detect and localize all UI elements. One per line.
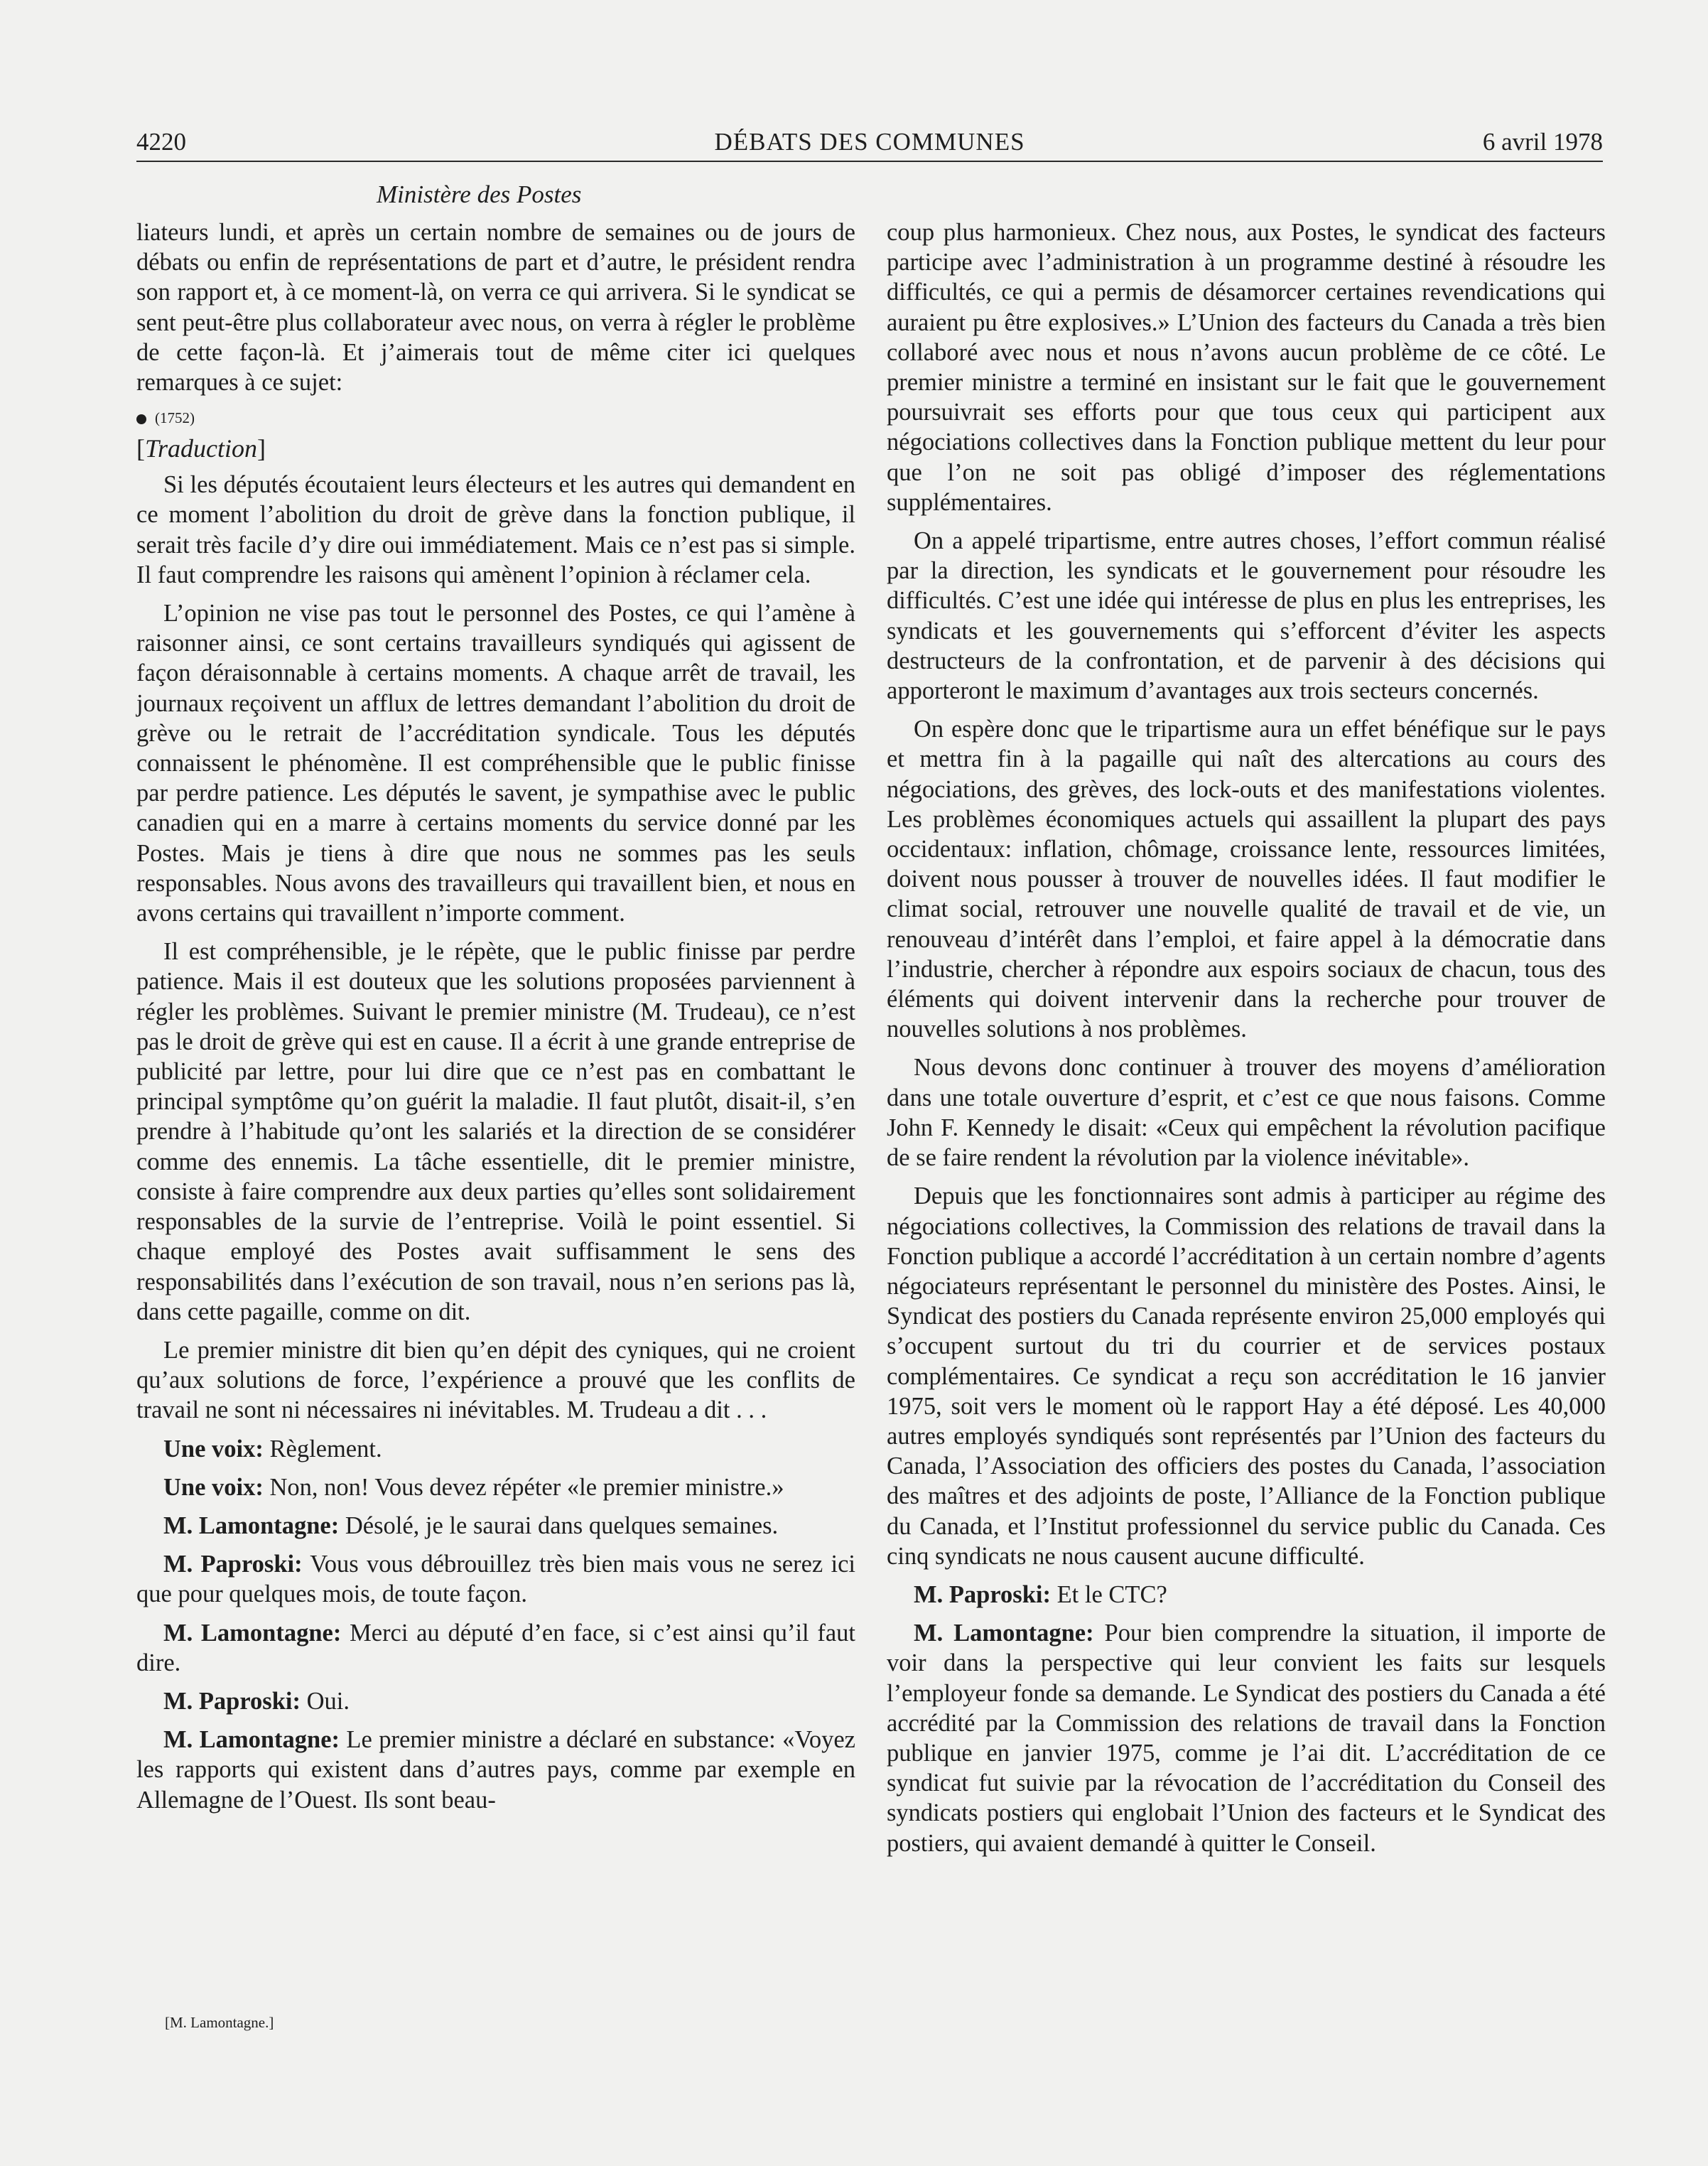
paragraph: Depuis que les fonctionnaires sont admis à participer au régime des négociations collectives, la Commission des relations de travail dans la Fonction publique a accordé l’accréditation à un certain nombre d’agents négociateurs représentant le personnel du ministère des Postes. Ainsi, le Syndicat des postiers du Canada représente environ 25,000 employés qui s’occupent surtout du tri du courrier et de services postaux complémentaires. Ce syndicat a reçu son accréditation le 16 janvier 1975, soit vers le moment où le rapport Hay a été déposé. Les 40,000 autres employés syndiqués sont représentés par l’Union des facteurs du Canada, l’Association des officiers des postes du Canada, l’association des maîtres et des adjoints de poste, l’Alliance de la Fonction publique du Canada, et l’Institut professionnel du service public du Canada. Ces cinq syndicats ne nous causent aucune difficulté.: [887, 1182, 1606, 1570]
intervention-text: Oui.: [306, 1687, 350, 1715]
time-marker: [136, 406, 855, 430]
bullet-icon: [136, 414, 146, 424]
paragraph: On espère donc que le tripartisme aura un effet bénéfique sur le pays et mettra fin à la pagaille qui naît des altercations au cours des négociations, des grèves, des lock-outs et des manifestations violentes. Les problèmes économiques actuels qui assaillent la plupart des pays occidentaux: inflation, chômage, croissance lente, ressources limitées, doivent nous pousser à trouver de nouvelles idées. Il faut modifier le climat social, retrouver une nouvelle qualité de travail et de vie, un renouveau d’intérêt dans l’emploi, et faire appel à la démocratie dans l’industrie, chercher à répondre aux espoirs sociaux de chacun, tous des éléments qui doivent intervenir dans la recherche pour trouver de nouvelles solutions à nos problèmes.: [887, 716, 1606, 1043]
intervention-text: Règlement.: [269, 1435, 382, 1462]
sitting-date: 6 avril 1978: [1482, 128, 1603, 156]
publication-title: DÉBATS DES COMMUNES: [714, 128, 1025, 156]
intervention-text: Désolé, je le saurai dans quelques semaines.: [345, 1512, 779, 1539]
section-heading: Ministère des Postes: [377, 180, 582, 208]
paragraph: Si les députés écoutaient leurs électeurs et les autres qui demandent en ce moment l’abolition du droit de grève dans la fonction publique, il serait très facile d’y dire oui immédiatement. Mais ce n’est pas si simple. Il faut comprendre les raisons qui amènent l’opinion à réclamer cela.: [136, 471, 855, 588]
intervention: [136, 1618, 855, 1678]
speaker-name: M. Paproski:: [163, 1551, 303, 1578]
intervention: [136, 1686, 855, 1716]
right-column: [887, 217, 1606, 1867]
speaker-name: M. Lamontagne:: [163, 1512, 340, 1539]
intervention-text: Pour bien comprendre la situation, il importe de voir dans la perspective qui leur convient les faits sur lesquels l’employeur fonde sa demande. Le Syndicat des postiers du Canada a été accrédité par la Commission des relations de travail dans la Fonction publique en janvier 1975, comme je l’ai dit. L’accréditation de ce syndicat fut suivie par la révocation de l’accréditation du Conseil des syndicats postiers qui englobait l’Union des facteurs et le Syndicat des postiers, qui avaient demandé à quitter le Conseil.: [887, 1620, 1606, 1857]
time-marker-text: (1752): [155, 409, 195, 427]
intervention-text: Vous vous débrouillez très bien mais vous ne serez ici que pour quelques mois, de toute façon.: [136, 1551, 855, 1608]
speaker-name: M. Lamontagne:: [163, 1726, 340, 1754]
speaker-note: [M. Lamontagne.]: [165, 2014, 274, 2031]
paragraph: liateurs lundi, et après un certain nombre de semaines ou de jours de débats ou enfin de représentations de part et d’autre, le président rendra son rapport et, à ce moment-là, on verra ce qui arrivera. Si le syndicat se sent peut-être plus collaborateur avec nous, on verra à régler le problème de cette façon-là. Et j’aimerais tout de même citer ici quelques remarques à ce sujet:: [136, 219, 855, 397]
speaker-name: M. Paproski:: [163, 1687, 301, 1715]
intervention-text: Non, non! Vous devez répéter «le premier ministre.»: [269, 1473, 784, 1501]
paragraph: Le premier ministre dit bien qu’en dépit des cyniques, qui ne croient qu’aux solutions de force, l’expérience a prouvé que les conflits de travail ne sont ni nécessaires ni inévitables. M. Trudeau a dit . . .: [136, 1336, 855, 1424]
paragraph: coup plus harmonieux. Chez nous, aux Postes, le syndicat des facteurs participe avec l’administration à un programme destiné à résoudre les difficultés, ce qui a permis de désamorcer certaines revendications qui auraient pu être explosives.» L’Union des facteurs du Canada a très bien collaboré avec nous et nous n’avons aucun problème de ce côté. Le premier ministre a terminé en insistant sur le fait que le gouvernement poursuivrait ses efforts pour que tous ceux qui participent aux négociations collectives dans la Fonction publique mettent du leur pour que l’on ne soit pas obligé d’imposer des réglementations supplémentaires.: [887, 219, 1606, 516]
speaker-name: M. Lamontagne:: [163, 1619, 342, 1647]
intervention: [136, 1511, 855, 1541]
left-column: [136, 217, 855, 1823]
paragraph: On a appelé tripartisme, entre autres choses, l’effort commun réalisé par la direction, les syndicats et le gouvernement pour résoudre les difficultés. C’est une idée qui intéresse de plus en plus les entreprises, les syndicats et les gouvernements qui s’efforcent d’éviter les aspects destructeurs de la confrontation, et de parvenir à des décisions qui apporteront le maximum d’avantages aux trois secteurs concernés.: [887, 527, 1606, 705]
speaker-name: Une voix:: [163, 1473, 264, 1501]
intervention: [136, 1549, 855, 1609]
speaker-name: M. Lamontagne:: [914, 1620, 1094, 1647]
page-number: 4220: [136, 128, 186, 156]
intervention: [136, 1725, 855, 1815]
intervention: [136, 1434, 855, 1464]
intervention: [887, 1580, 1606, 1610]
running-header: [136, 125, 1603, 159]
speaker-name: M. Paproski:: [914, 1580, 1051, 1608]
translation-tag: [Traduction]: [136, 434, 266, 463]
intervention-text: Et le CTC?: [1056, 1580, 1167, 1608]
intervention: [136, 1472, 855, 1502]
intervention-text: Merci au député d’en face, si c’est ainsi qu’il faut dire.: [136, 1619, 855, 1676]
header-rule: [136, 161, 1603, 162]
intervention-text: Le premier ministre a déclaré en substance: «Voyez les rapports qui existent dans d’autres pays, comme par exemple en Allemagne de l’Ouest. Ils sont beau-: [136, 1726, 855, 1814]
paragraph: L’opinion ne vise pas tout le personnel des Postes, ce qui l’amène à raisonner ainsi, ce sont certains travailleurs syndiqués qui agissent de façon déraisonnable à certains moments. A chaque arrêt de travail, les journaux reçoivent un afflux de lettres demandant l’abolition du droit de grève ou le retrait de l’accréditation syndicale. Tous les députés connaissent le phénomène. Il est compréhensible que le public finisse par perdre patience. Les députés le savent, je sympathise avec le public canadien qui en a marre à certains moments du service donné par les Postes. Mais je tiens à dire que nous ne sommes pas les seuls responsables. Nous avons des travailleurs qui travaillent bien, et nous en avons certains qui travaillent n’importe comment.: [136, 600, 855, 927]
intervention: [887, 1618, 1606, 1858]
speaker-name: Une voix:: [163, 1435, 264, 1462]
paragraph: Il est compréhensible, je le répète, que le public finisse par perdre patience. Mais il est douteux que les solutions proposées parviennent à régler les problèmes. Suivant le premier ministre (M. Trudeau), ce n’est pas le droit de grève qui est en cause. Il a écrit à une grande entreprise de publicité par lettre, pour lui dire que ce n’est pas en combattant le principal symptôme qu’on guérit la maladie. Il faut plutôt, disait-il, s’en prendre à l’habitude qu’ont les salariés et la direction de se considérer comme des ennemis. La tâche essentielle, dit le premier ministre, consiste à faire comprendre aux deux parties qu’elles sont solidairement responsables de la survie de l’entreprise. Voilà le point essentiel. Si chaque employé des Postes avait suffisamment le sens des responsabilités dans l’exécution de son travail, nous n’en serions pas là, dans cette pagaille, comme on dit.: [136, 938, 855, 1325]
translation-tag-text: Traduction: [145, 434, 258, 463]
paragraph: Nous devons donc continuer à trouver des moyens d’amélioration dans une totale ouverture d’esprit, et c’est ce que nous faisons. Comme John F. Kennedy le disait: «Ceux qui empêchent la révolution pacifique de se faire rendent la révolution par la violence inévitable».: [887, 1054, 1606, 1172]
